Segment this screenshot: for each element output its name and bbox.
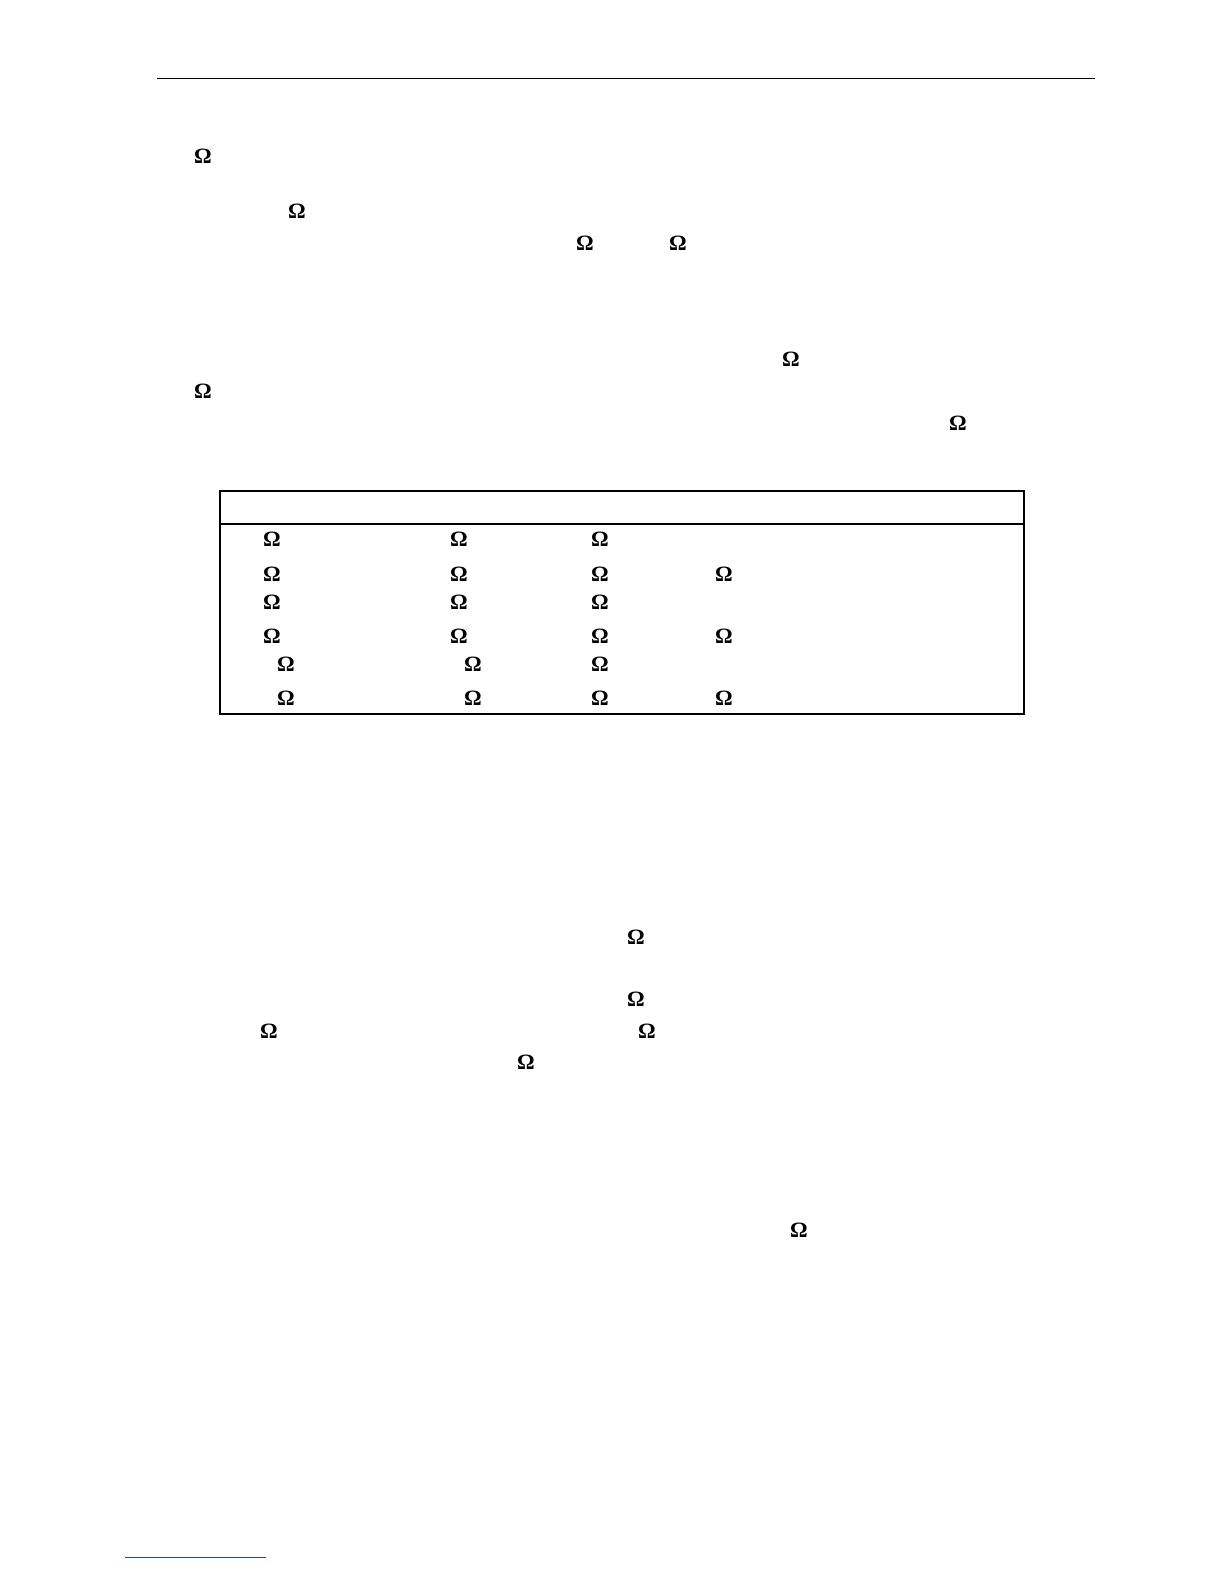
omega-symbol: Ω <box>669 230 687 255</box>
table-row <box>221 653 1023 681</box>
omega-symbol: Ω <box>517 1049 535 1074</box>
footer-link-underline[interactable] <box>125 1557 266 1558</box>
omega-symbol: Ω <box>782 346 800 371</box>
omega-symbol: Ω <box>627 924 645 949</box>
table-cell: Ω <box>263 623 281 648</box>
table-row <box>221 528 1023 556</box>
table-cell: Ω <box>591 651 609 676</box>
table-cell: Ω <box>263 526 281 551</box>
table-row <box>221 591 1023 619</box>
table-cell: Ω <box>591 623 609 648</box>
table-cell: Ω <box>450 561 468 586</box>
table-cell: Ω <box>591 526 609 551</box>
table-cell: Ω <box>591 589 609 614</box>
omega-symbol: Ω <box>260 1018 278 1043</box>
table-cell: Ω <box>277 685 295 710</box>
table-cell: Ω <box>450 623 468 648</box>
omega-symbol: Ω <box>790 1217 808 1242</box>
header-rule <box>157 78 1095 79</box>
omega-symbol: Ω <box>638 1018 656 1043</box>
table-cell: Ω <box>450 526 468 551</box>
table-row <box>221 687 1023 715</box>
table-cell: Ω <box>277 651 295 676</box>
omega-symbol: Ω <box>576 230 594 255</box>
table-cell: Ω <box>263 589 281 614</box>
table-header-rule <box>221 523 1023 525</box>
data-table <box>219 490 1025 715</box>
table-cell: Ω <box>464 685 482 710</box>
table-cell: Ω <box>263 561 281 586</box>
table-cell: Ω <box>591 685 609 710</box>
table-cell: Ω <box>464 651 482 676</box>
table-row <box>221 563 1023 591</box>
table-cell: Ω <box>715 685 733 710</box>
omega-symbol: Ω <box>288 198 306 223</box>
table-cell: Ω <box>450 589 468 614</box>
table-cell: Ω <box>591 561 609 586</box>
table-cell: Ω <box>715 561 733 586</box>
omega-symbol: Ω <box>194 143 212 168</box>
table-cell: Ω <box>715 623 733 648</box>
omega-symbol: Ω <box>949 410 967 435</box>
table-row <box>221 625 1023 653</box>
omega-symbol: Ω <box>194 378 212 403</box>
omega-symbol: Ω <box>627 986 645 1011</box>
